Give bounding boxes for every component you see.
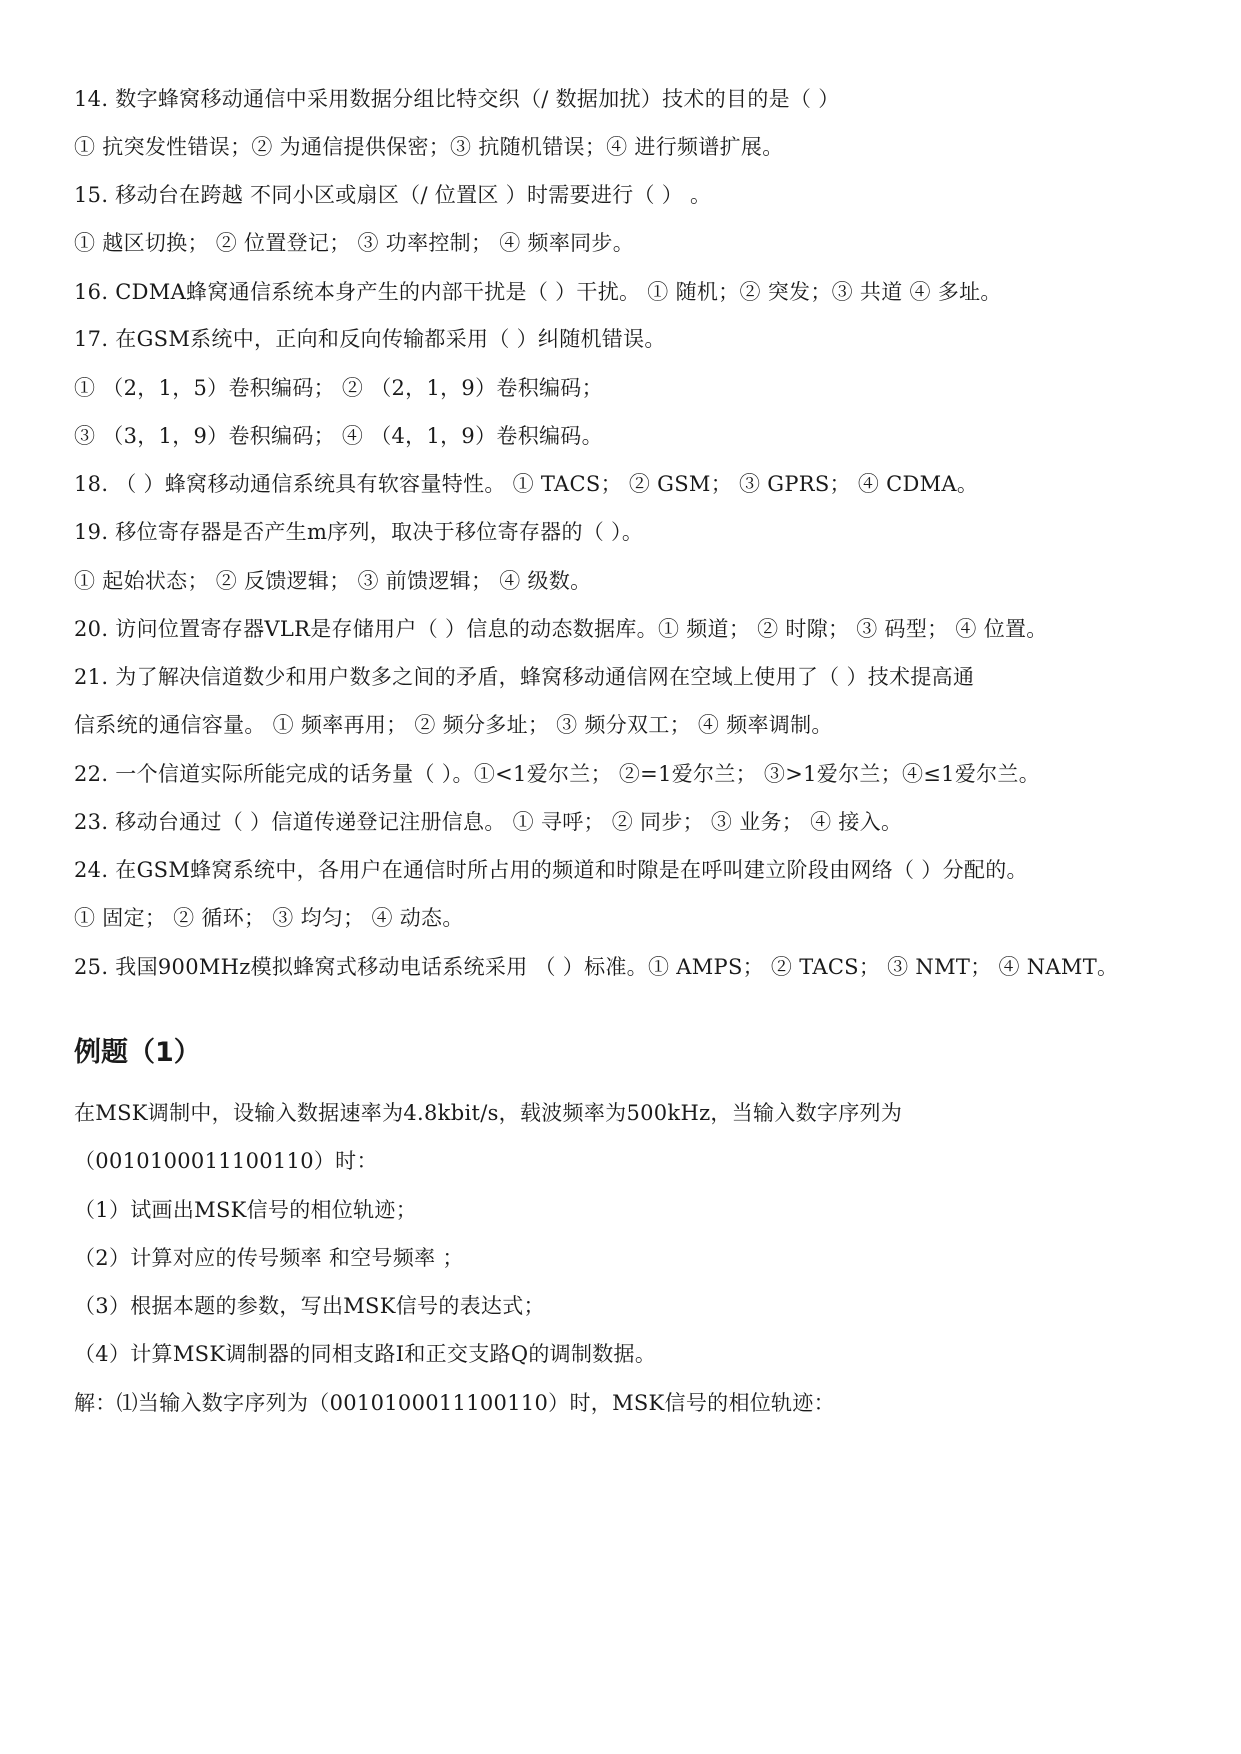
- question-14: 14. 数字蜂窝移动通信中采用数据分组比特交织（/ 数据加扰）技术的目的是（ ）: [74, 87, 840, 111]
- question-21-continued: 信系统的通信容量。 ① 频率再用； ② 频分多址； ③ 频分双工； ④ 频率调制。: [74, 713, 833, 737]
- question-24: 24. 在GSM蜂窝系统中，各用户在通信时所占用的频道和时隙是在呼叫建立阶段由网络（ ）分配的。: [74, 858, 1028, 882]
- question-19: 19. 移位寄存器是否产生m序列，取决于移位寄存器的（ ）。: [74, 520, 644, 544]
- example-part-1: （1）试画出MSK信号的相位轨迹；: [74, 1198, 418, 1222]
- question-15: 15. 移动台在跨越 不同小区或扇区（/ 位置区 ）时需要进行（ ） 。: [74, 183, 712, 207]
- example-part-2: （2）计算对应的传号频率 和空号频率 ；: [74, 1246, 464, 1270]
- example-heading: 例题（1）: [74, 1037, 201, 1068]
- question-14-options: ① 抗突发性错误；② 为通信提供保密；③ 抗随机错误；④ 进行频谱扩展。: [74, 135, 784, 159]
- question-17: 17. 在GSM系统中，正向和反向传输都采用（ ）纠随机错误。: [74, 327, 666, 351]
- question-23: 23. 移动台通过（ ）信道传递登记注册信息。 ① 寻呼； ② 同步； ③ 业务； ④ 接入。: [74, 810, 903, 834]
- question-20: 20. 访问位置寄存器VLR是存储用户（ ）信息的动态数据库。① 频道； ② 时隙； ③ 码型； ④ 位置。: [74, 617, 1048, 641]
- question-24-options: ① 固定； ② 循环； ③ 均匀； ④ 动态。: [74, 906, 464, 930]
- question-17-options-a: ① （2，1，5）卷积编码； ② （2，1，9）卷积编码；: [74, 376, 603, 400]
- question-19-options: ① 起始状态； ② 反馈逻辑； ③ 前馈逻辑； ④ 级数。: [74, 569, 592, 593]
- question-18: 18. （ ）蜂窝移动通信系统具有软容量特性。 ① TACS； ② GSM； ③ GPRS； ④ CDMA。: [74, 472, 979, 496]
- question-17-options-b: ③ （3，1，9）卷积编码； ④ （4，1，9）卷积编码。: [74, 424, 603, 448]
- example-sequence: （0010100011100110）时：: [74, 1149, 378, 1173]
- example-solution: 解：⑴当输入数字序列为（0010100011100110）时，MSK信号的相位轨迹：: [74, 1391, 835, 1415]
- example-statement: 在MSK调制中，设输入数据速率为4.8kbit/s，载波频率为500kHz，当输入数字序列为: [74, 1101, 903, 1125]
- question-16: 16. CDMA蜂窝通信系统本身产生的内部干扰是（ ）干扰。 ① 随机；② 突发；③ 共道 ④ 多址。: [74, 280, 1002, 304]
- question-22: 22. 一个信道实际所能完成的话务量（ ）。①<1爱尔兰； ②=1爱尔兰； ③>1爱尔兰；④≤1爱尔兰。: [74, 762, 1041, 786]
- question-25: 25. 我国900MHz模拟蜂窝式移动电话系统采用 （ ）标准。① AMPS； ② TACS； ③ NMT； ④ NAMT。: [74, 955, 1119, 979]
- example-part-4: （4）计算MSK调制器的同相支路I和正交支路Q的调制数据。: [74, 1342, 657, 1366]
- question-15-options: ① 越区切换； ② 位置登记； ③ 功率控制； ④ 频率同步。: [74, 231, 635, 255]
- question-21: 21. 为了解决信道数少和用户数多之间的矛盾，蜂窝移动通信网在空域上使用了（ ）技术提高通: [74, 665, 975, 689]
- example-part-3: （3）根据本题的参数，写出MSK信号的表达式；: [74, 1294, 545, 1318]
